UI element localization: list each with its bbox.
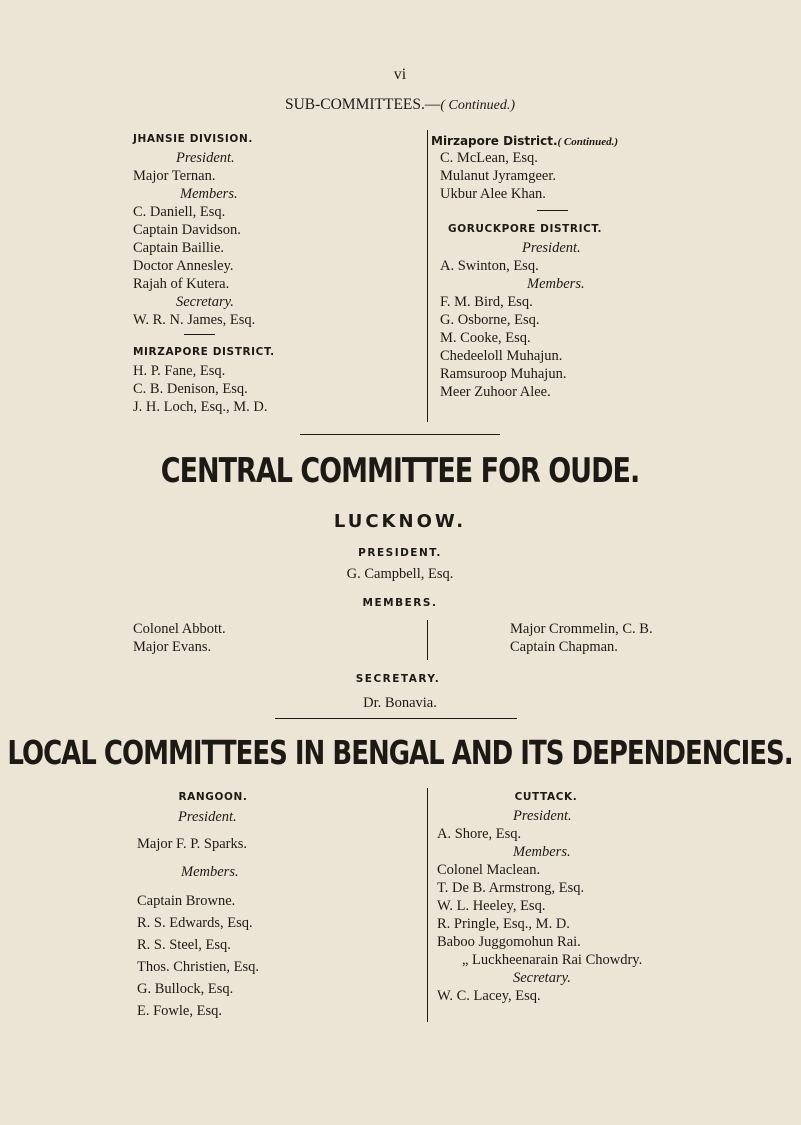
cuttack-member: Colonel Maclean. (437, 862, 541, 878)
jhansie-secretary: W. R. N. James, Esq. (133, 312, 256, 328)
jhansie-member: Rajah of Kutera. (133, 276, 230, 292)
jhansie-member: Captain Davidson. (133, 222, 241, 238)
central-member-left: Colonel Abbott. (133, 621, 226, 637)
mirzapore-cont-heading: Mirzapore District. (431, 134, 558, 148)
central-members-heading: MEMBERS. (362, 597, 438, 609)
cuttack-member: Baboo Juggomohun Rai. (437, 934, 581, 950)
rangoon-member: E. Fowle, Esq. (137, 1003, 222, 1019)
central-member-left: Major Evans. (133, 639, 212, 655)
rangoon-member: R. S. Edwards, Esq. (137, 915, 253, 931)
rangoon-heading: RANGOON. (178, 791, 248, 803)
mirzapore-cont-continued: ( Continued.) (557, 136, 619, 148)
title-rule (300, 434, 500, 435)
cuttack-secretary-label: Secretary. (513, 970, 571, 986)
rangoon-member: Thos. Christien, Esq. (137, 959, 260, 975)
goruckpore-member: Chedeeloll Muhajun. (440, 348, 563, 364)
goruckpore-member: M. Cooke, Esq. (440, 330, 531, 346)
jhansie-member: Captain Baillie. (133, 240, 225, 256)
mirzapore-cont-heading-line (431, 132, 618, 150)
central-president: G. Campbell, Esq. (346, 566, 454, 582)
goruckpore-president: A. Swinton, Esq. (440, 258, 539, 274)
cuttack-member: T. De B. Armstrong, Esq. (437, 880, 585, 896)
cuttack-members-label: Members. (513, 844, 571, 860)
cuttack-member: R. Pringle, Esq., M. D. (437, 916, 570, 932)
rangoon-members-label: Members. (181, 864, 239, 880)
jhansie-heading: JHANSIE DIVISION. (133, 133, 253, 145)
rangoon-member: R. S. Steel, Esq. (137, 937, 231, 953)
central-president-heading: PRESIDENT. (358, 547, 442, 559)
cuttack-secretary: W. C. Lacey, Esq. (437, 988, 541, 1004)
goruckpore-member: Ramsuroop Muhajun. (440, 366, 567, 382)
members-divider (427, 620, 428, 660)
section-divider (184, 334, 215, 335)
central-member-right: Captain Chapman. (510, 639, 618, 655)
column-divider (427, 788, 428, 1022)
jhansie-members-label: Members. (180, 186, 238, 202)
rangoon-member: Captain Browne. (137, 893, 236, 909)
mirzapore-cont-member: C. McLean, Esq. (440, 150, 538, 166)
jhansie-president: Major Ternan. (133, 168, 216, 184)
goruckpore-members-label: Members. (527, 276, 585, 292)
goruckpore-member: Meer Zuhoor Alee. (440, 384, 551, 400)
central-title: CENTRAL COMMITTEE FOR OUDE. (160, 452, 640, 491)
jhansie-president-label: President. (176, 150, 235, 166)
goruckpore-president-label: President. (522, 240, 581, 256)
central-secretary: Dr. Bonavia. (363, 695, 437, 711)
title-rule (275, 718, 517, 719)
cuttack-heading: CUTTACK. (514, 791, 578, 803)
jhansie-member: Doctor Annesley. (133, 258, 234, 274)
goruckpore-member: G. Osborne, Esq. (440, 312, 540, 328)
page-number: vi (393, 66, 407, 83)
page-header (285, 96, 515, 114)
central-member-right: Major Crommelin, C. B. (510, 621, 653, 637)
rangoon-president: Major F. P. Sparks. (137, 836, 248, 852)
mirzapore-member: C. B. Denison, Esq. (133, 381, 248, 397)
cuttack-president: A. Shore, Esq. (437, 826, 522, 842)
mirzapore-heading: MIRZAPORE DISTRICT. (133, 346, 275, 358)
cuttack-president-label: President. (513, 808, 572, 824)
mirzapore-cont-member: Mulanut Jyramgeer. (440, 168, 556, 184)
cuttack-member: „ Luckheenarain Rai Chowdry. (462, 952, 643, 968)
central-secretary-heading: SECRETARY. (355, 673, 441, 685)
rangoon-president-label: President. (178, 809, 237, 825)
mirzapore-member: J. H. Loch, Esq., M. D. (133, 399, 268, 415)
jhansie-member: C. Daniell, Esq. (133, 204, 226, 220)
goruckpore-heading: GORUCKPORE DISTRICT. (448, 223, 603, 235)
header-continued: ( Continued.) (440, 98, 516, 113)
central-city: LUCKNOW. (333, 511, 467, 532)
mirzapore-member: H. P. Fane, Esq. (133, 363, 226, 379)
section-divider (537, 210, 568, 211)
header-title: SUB-COMMITTEES.— (284, 96, 441, 113)
mirzapore-cont-member: Ukbur Alee Khan. (440, 186, 546, 202)
rangoon-member: G. Bullock, Esq. (137, 981, 234, 997)
cuttack-member: W. L. Heeley, Esq. (437, 898, 546, 914)
column-divider (427, 130, 428, 422)
goruckpore-member: F. M. Bird, Esq. (440, 294, 533, 310)
local-title: LOCAL COMMITTEES IN BENGAL AND ITS DEPENDENCIES. (7, 735, 793, 773)
jhansie-secretary-label: Secretary. (176, 294, 234, 310)
